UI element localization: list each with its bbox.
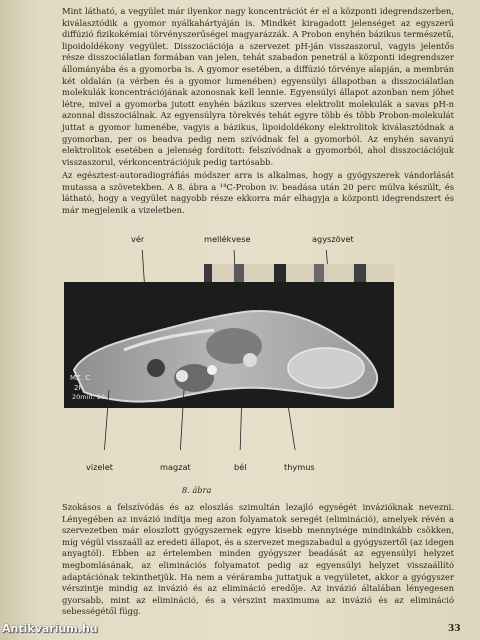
watermark: Antikvarium.hu (2, 622, 98, 635)
autoradiograph-image (64, 250, 394, 450)
film-mark-1: MZ. C (70, 374, 91, 382)
label-vizelet: vizelet (86, 462, 113, 472)
spot-2 (207, 365, 217, 375)
figure-caption: 8. ábra (182, 485, 212, 495)
label-bel: bél (234, 462, 247, 472)
paragraph-invasion: Szokásos a felszívódás és az eloszlás szimultán lezajló egységét invázióknak nevezni. Lényegében az invázió indítja meg azon folyamatok seregét (elimináció), amelyek révén a szervezetben már eloszlott gyógyszernek egyre kisebb mennyisége mindinkább csökken, míg végül visszaáll az eredeti állapot, és a szervezet megszabadul a gyógyszertől (az idegen anyagtól). Ebben az értelemben minden gyógyszer beadását az egyensúlyi helyzet megbomlásának, az eliminációs folyamatot pedig az egyensúlyi helyzet visszaállító adaptációnak tekinthetjük. Ha nem a véráramba juttatjuk a vegyületet, akkor a gyógyszer vérszintje mindig az invázió és az elimináció eredője. Az invázió általában lényegesen gyorsabb, mint az elimináció, és a vérszint maximuma az invázió és az elimináció sebességétől függ. (62, 502, 454, 617)
label-agyszovet: agyszövet (312, 234, 354, 244)
label-mellekvese: mellékvese (204, 234, 251, 244)
brain-region (288, 348, 364, 388)
film-mark-3: 20min. 10 (72, 393, 105, 401)
label-ver: vér (131, 234, 145, 244)
spot-1 (176, 370, 188, 382)
paragraph-diffusion: Mint látható, a vegyület már ilyenkor nagy koncentrációt ér el a központi idegrendszerben, kiválasztódik a gyomor nyálkahártyáján is. Mindkét kiragadott jelenséget az egyszerű diffúzió fizikokémiai törvényszerűségei magyarázzák. A Probon enyhén bázikus természetű, lipoidoldékony vegyület. Disszociációja a szervezet pH-ján visszaszorul, vagyis jelentős része disszociálatlan formában van jelen, tehát szabadon penetrál a központi idegrendszer állományába és a gyomorba is. A gyomor esetében, a diffúzió törvénye alapján, a membrán két oldalán (a vérben és a gyomor lumenében) egyensúlyi állapotban a disszociálatlan molekulák koncentrációjának azonosnak kell lennie. Egyensúlyi állapot azonban nem jöhet létre, mivel a gyomorba jutott enyhén bázikus szerves elektrolit molekulák a savas pH-n azonnal disszociálnak. Az egyensúlyra törekvés tehát egyre több és több Probon-molekulát juttat a gyomor lumenébe, vagyis a bázikus, lipoidoldékony elektrolitok kiválasztódnak a gyomorban, per os beadva pedig nem szívódnak fel a gyomorból. Az enyhén savanyú elektrolitok esetében a jelenség fordított: felszívódnak a gyomorból, ahol disszociációjuk visszaszorul, vérkoncentrációjuk pedig tartósabb. (62, 6, 454, 167)
label-thymus: thymus (284, 462, 315, 472)
autoradiograph-figure (64, 234, 394, 472)
film-mark-2: 2P. (74, 384, 84, 392)
label-magzat: magzat (160, 462, 191, 472)
page-number: 33 (448, 624, 461, 634)
spot-3 (243, 353, 257, 367)
dark-region (147, 359, 165, 377)
paragraph-autoradiography: Az egésztest-autoradiográfiás módszer arra is alkalmas, hogy a gyógyszerek vándorlását mutassa a szövetekben. A 8. ábra a ¹⁴C-Probon iv. beadása után 20 perc múlva készült, és látható, hogy a vegyület nagyobb része ekkorra már elhagyja a központi idegrendszert és már megjelenik a vizeletben. (62, 170, 454, 215)
